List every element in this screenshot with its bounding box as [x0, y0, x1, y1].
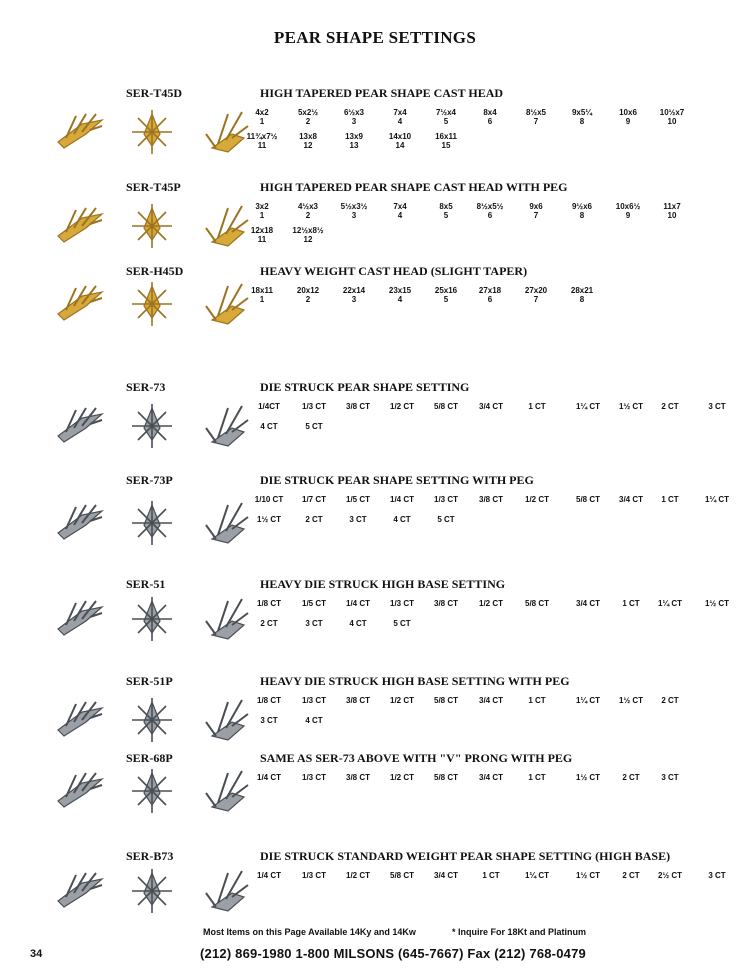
size-dimension: 12x18 [250, 226, 274, 235]
product-images [48, 763, 258, 827]
size-dimension: 4½x3 [297, 202, 319, 211]
angle-view-setting-icon [198, 863, 254, 919]
size-number: 14 [395, 141, 405, 150]
carat-size: 1/2 CT [345, 871, 371, 880]
carat-size: 3/4 CT [433, 871, 459, 880]
size-cell [285, 202, 331, 220]
size-number: 12 [303, 141, 313, 150]
size-dimension: 4x2 [255, 108, 269, 117]
size-number: 5 [443, 117, 449, 126]
size-cell [513, 286, 559, 304]
carat-size: 5 CT [393, 619, 411, 628]
product-code: SER-H45D [126, 264, 184, 278]
carat-size: 1/4 CT [389, 495, 415, 504]
size-number: 7 [533, 117, 539, 126]
size-cell [239, 132, 285, 150]
size-number: 10 [667, 117, 677, 126]
size-dimension: 20x12 [296, 286, 320, 295]
product-heading: SAME AS SER-73 ABOVE WITH "V" PRONG WITH PEG [260, 751, 573, 765]
carat-size: 3/4 CT [575, 599, 601, 608]
carat-size: 5/8 CT [433, 402, 459, 411]
product-code: SER-T45D [126, 86, 183, 100]
carat-size: 1 CT [482, 871, 500, 880]
carat-size: 3/8 CT [433, 599, 459, 608]
product-images [48, 692, 258, 756]
size-number: 6 [487, 117, 493, 126]
angle-view-setting-icon [198, 495, 254, 551]
carat-size: 5/8 CT [433, 696, 459, 705]
size-number: 1 [259, 211, 265, 220]
size-cell [423, 286, 469, 304]
size-number: 7 [533, 211, 539, 220]
size-cell [605, 108, 651, 126]
carat-size: 4 CT [393, 515, 411, 524]
size-cell [377, 132, 423, 150]
size-cell [423, 202, 469, 220]
size-dimension: 9½x6 [571, 202, 593, 211]
carat-size: 1½ CT [256, 515, 282, 524]
size-cell [331, 132, 377, 150]
carat-size: 3 CT [708, 402, 726, 411]
angle-view-setting-icon [198, 692, 254, 748]
size-cell [605, 202, 651, 220]
size-cell [331, 286, 377, 304]
size-number: 13 [349, 141, 359, 150]
side-view-setting-icon [52, 763, 108, 819]
product-code: SER-73P [126, 473, 173, 487]
angle-view-setting-icon [198, 276, 254, 332]
carat-size: 3 CT [708, 871, 726, 880]
product-heading: DIE STRUCK PEAR SHAPE SETTING [260, 380, 470, 394]
size-dimension: 7½x4 [435, 108, 457, 117]
size-cell [331, 202, 377, 220]
carat-size: 1½ CT [618, 402, 644, 411]
size-dimension: 11x7 [663, 202, 681, 211]
size-cell [467, 202, 513, 220]
size-dimension: 7x4 [393, 108, 407, 117]
carat-size: 1 CT [528, 773, 546, 782]
carat-size: 1/3 CT [301, 696, 327, 705]
side-view-setting-icon [52, 495, 108, 551]
carat-size: 1/3 CT [301, 773, 327, 782]
size-number: 4 [397, 295, 403, 304]
product-heading: HEAVY WEIGHT CAST HEAD (SLIGHT TAPER) [260, 264, 528, 278]
carat-size: 1/2 CT [389, 402, 415, 411]
product-heading: HIGH TAPERED PEAR SHAPE CAST HEAD [260, 86, 504, 100]
size-number: 3 [351, 295, 357, 304]
size-number: 9 [625, 211, 631, 220]
size-dimension: 6½x3 [343, 108, 365, 117]
carat-size: 1/3 CT [389, 599, 415, 608]
size-number: 7 [533, 295, 539, 304]
product-code: SER-51 [126, 577, 166, 591]
size-number: 11 [257, 141, 267, 150]
side-view-setting-icon [52, 398, 108, 454]
size-cell [467, 286, 513, 304]
top-view-setting-icon [124, 692, 180, 748]
carat-size: 1/3 CT [301, 871, 327, 880]
carat-size: 3 CT [661, 773, 679, 782]
carat-size: 3/4 CT [478, 773, 504, 782]
carat-size: 3/8 CT [345, 696, 371, 705]
carat-size: 5/8 CT [575, 495, 601, 504]
size-dimension: 5x2½ [297, 108, 319, 117]
size-dimension: 13x9 [345, 132, 363, 141]
size-number: 4 [397, 211, 403, 220]
size-dimension: 9x5¼ [571, 108, 593, 117]
size-dimension: 7x4 [393, 202, 407, 211]
product-code: SER-B73 [126, 849, 174, 863]
size-cell [239, 108, 285, 126]
carat-size: 1/8 CT [256, 599, 282, 608]
carat-size: 2 CT [260, 619, 278, 628]
carat-size: 3/8 CT [345, 773, 371, 782]
size-dimension: 12½x8½ [292, 226, 324, 235]
size-dimension: 18x11 [251, 286, 273, 295]
size-number: 8 [579, 295, 585, 304]
size-number: 6 [487, 295, 493, 304]
carat-size: 5 CT [305, 422, 323, 431]
size-number: 1 [259, 295, 265, 304]
carat-size: 1/5 CT [301, 599, 327, 608]
size-dimension: 10x6½ [615, 202, 641, 211]
product-heading: HIGH TAPERED PEAR SHAPE CAST HEAD WITH PEG [260, 180, 568, 194]
size-dimension: 9x6 [529, 202, 543, 211]
size-number: 15 [441, 141, 451, 150]
size-number: 11 [257, 235, 267, 244]
product-images [48, 591, 258, 655]
side-view-setting-icon [52, 104, 108, 160]
product-code: SER-T45P [126, 180, 181, 194]
carat-size: 3 CT [260, 716, 278, 725]
size-cell [285, 226, 331, 244]
size-number: 4 [397, 117, 403, 126]
top-view-setting-icon [124, 398, 180, 454]
carat-size: 3/4 CT [478, 402, 504, 411]
carat-size: 1/3 CT [433, 495, 459, 504]
size-dimension: 8½x5½ [476, 202, 504, 211]
product-images [48, 276, 258, 340]
size-dimension: 8x5 [439, 202, 453, 211]
size-cell [377, 108, 423, 126]
carat-size: 1 CT [661, 495, 679, 504]
carat-size: 3 CT [305, 619, 323, 628]
carat-size: 2 CT [622, 871, 640, 880]
size-number: 6 [487, 211, 493, 220]
size-cell [513, 202, 559, 220]
size-cell [239, 202, 285, 220]
carat-size: 2 CT [661, 402, 679, 411]
size-dimension: 13x8 [299, 132, 317, 141]
product-images [48, 398, 258, 462]
carat-size: 2½ CT [657, 871, 683, 880]
carat-size: 3/4 CT [618, 495, 644, 504]
size-dimension: 10x6 [619, 108, 637, 117]
carat-size: 1/2 CT [389, 696, 415, 705]
size-cell [559, 108, 605, 126]
size-dimension: 27x18 [478, 286, 502, 295]
carat-size: 1/8 CT [256, 696, 282, 705]
product-heading: DIE STRUCK PEAR SHAPE SETTING WITH PEG [260, 473, 534, 487]
inquire-note: * Inquire For 18Kt and Platinum [452, 927, 587, 937]
size-number: 2 [305, 211, 311, 220]
carat-size: 1½ CT [704, 599, 730, 608]
carat-size: 2 CT [622, 773, 640, 782]
top-view-setting-icon [124, 763, 180, 819]
size-cell [285, 108, 331, 126]
carat-size: 1½ CT [575, 773, 601, 782]
size-cell [423, 132, 469, 150]
size-cell [649, 108, 695, 126]
size-number: 8 [579, 211, 585, 220]
carat-size: 1½ CT [618, 696, 644, 705]
top-view-setting-icon [124, 276, 180, 332]
top-view-setting-icon [124, 104, 180, 160]
carat-size: 3 CT [349, 515, 367, 524]
carat-size: 1/4 CT [256, 871, 282, 880]
size-dimension: 25x16 [434, 286, 458, 295]
carat-size: 1/4CT [258, 402, 280, 411]
carat-size: 1/2 CT [524, 495, 550, 504]
size-number: 9 [625, 117, 631, 126]
size-cell [649, 202, 695, 220]
product-images [48, 104, 258, 168]
size-dimension: 14x10 [388, 132, 412, 141]
carat-size: 3/4 CT [478, 696, 504, 705]
carat-size: 1¼ CT [704, 495, 730, 504]
size-dimension: 28x21 [570, 286, 594, 295]
top-view-setting-icon [124, 591, 180, 647]
carat-size: 1/5 CT [345, 495, 371, 504]
product-images [48, 495, 258, 559]
size-number: 5 [443, 211, 449, 220]
size-cell [377, 202, 423, 220]
contact-phones: (212) 869-1980 1-800 MILSONS (645-7667) Fax (212) 768-0479 [200, 946, 586, 961]
page-title: PEAR SHAPE SETTINGS [273, 28, 477, 47]
carat-size: 1¼ CT [575, 402, 601, 411]
carat-size: 1½ CT [575, 871, 601, 880]
size-number: 2 [305, 295, 311, 304]
carat-size: 3/8 CT [478, 495, 504, 504]
carat-size: 5 CT [437, 515, 455, 524]
carat-size: 5/8 CT [389, 871, 415, 880]
carat-size: 1 CT [528, 696, 546, 705]
size-cell [559, 202, 605, 220]
top-view-setting-icon [124, 495, 180, 551]
carat-size: 1¼ CT [524, 871, 550, 880]
side-view-setting-icon [52, 276, 108, 332]
size-number: 3 [351, 117, 357, 126]
product-heading: HEAVY DIE STRUCK HIGH BASE SETTING WITH PEG [260, 674, 570, 688]
carat-size: 4 CT [260, 422, 278, 431]
carat-size: 4 CT [305, 716, 323, 725]
carat-size: 2 CT [661, 696, 679, 705]
product-images [48, 863, 258, 927]
size-number: 8 [579, 117, 585, 126]
side-view-setting-icon [52, 692, 108, 748]
carat-size: 1/4 CT [256, 773, 282, 782]
carat-size: 1¼ CT [657, 599, 683, 608]
carat-size: 1/10 CT [254, 495, 284, 504]
carat-size: 1 CT [622, 599, 640, 608]
size-cell [239, 226, 285, 244]
size-cell [285, 286, 331, 304]
size-dimension: 10½x7 [659, 108, 685, 117]
size-number: 12 [303, 235, 313, 244]
size-cell [377, 286, 423, 304]
size-cell [331, 108, 377, 126]
size-cell [423, 108, 469, 126]
angle-view-setting-icon [198, 398, 254, 454]
size-dimension: 8x4 [483, 108, 497, 117]
size-dimension: 22x14 [342, 286, 366, 295]
size-cell [559, 286, 605, 304]
carat-size: 1/2 CT [389, 773, 415, 782]
size-cell [285, 132, 331, 150]
size-cell [467, 108, 513, 126]
size-cell [513, 108, 559, 126]
angle-view-setting-icon [198, 763, 254, 819]
size-dimension: 16x11 [435, 132, 457, 141]
side-view-setting-icon [52, 591, 108, 647]
top-view-setting-icon [124, 863, 180, 919]
size-number: 10 [667, 211, 677, 220]
size-dimension: 11¾x7½ [246, 132, 278, 141]
carat-size: 1/2 CT [478, 599, 504, 608]
carat-size: 1/4 CT [345, 599, 371, 608]
size-number: 1 [259, 117, 265, 126]
product-code: SER-73 [126, 380, 166, 394]
size-dimension: 8½x5 [525, 108, 547, 117]
carat-size: 4 CT [349, 619, 367, 628]
angle-view-setting-icon [198, 591, 254, 647]
top-view-setting-icon [124, 198, 180, 254]
size-dimension: 3x2 [255, 202, 269, 211]
product-heading: DIE STRUCK STANDARD WEIGHT PEAR SHAPE SETTING (HIGH BASE) [260, 849, 671, 863]
carat-size: 1¼ CT [575, 696, 601, 705]
page-number: 34 [30, 948, 43, 960]
product-heading: HEAVY DIE STRUCK HIGH BASE SETTING [260, 577, 506, 591]
carat-size: 2 CT [305, 515, 323, 524]
carat-size: 5/8 CT [524, 599, 550, 608]
product-images [48, 198, 258, 262]
size-dimension: 23x15 [388, 286, 412, 295]
size-number: 5 [443, 295, 449, 304]
size-number: 3 [351, 211, 357, 220]
availability-note: Most Items on this Page Available 14Ky and 14Kw [203, 927, 416, 937]
size-cell [239, 286, 285, 304]
carat-size: 5/8 CT [433, 773, 459, 782]
size-number: 2 [305, 117, 311, 126]
carat-size: 1/7 CT [301, 495, 327, 504]
carat-size: 1 CT [528, 402, 546, 411]
side-view-setting-icon [52, 863, 108, 919]
product-code: SER-51P [126, 674, 173, 688]
side-view-setting-icon [52, 198, 108, 254]
carat-size: 1/3 CT [301, 402, 327, 411]
carat-size: 3/8 CT [345, 402, 371, 411]
size-dimension: 27x20 [524, 286, 548, 295]
size-dimension: 5½x3½ [340, 202, 368, 211]
product-code: SER-68P [126, 751, 173, 765]
